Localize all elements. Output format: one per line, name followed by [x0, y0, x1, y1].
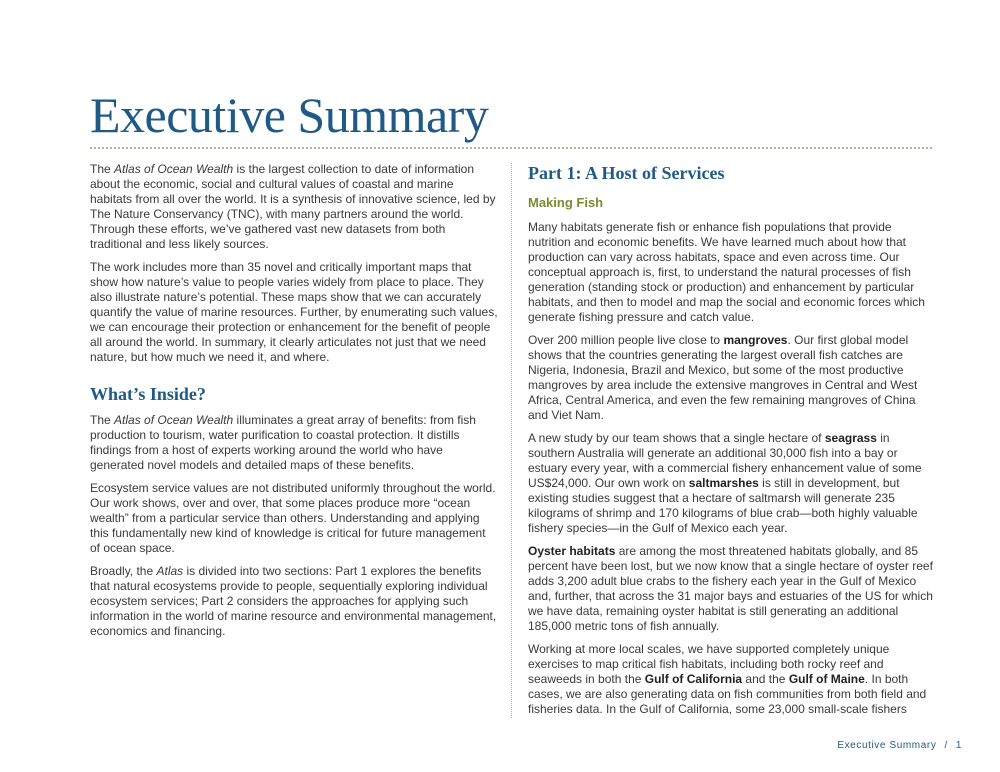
inside-paragraph-1: The Atlas of Ocean Wealth illuminates a great array of benefits: from fish production to tourism, water purification to coastal protection. It distills findings from a host of experts working around the world who have generated novel models and detailed maps of these benefits.	[90, 413, 476, 472]
local-scales-paragraph: Working at more local scales, we have supported completely unique exercises to map critical fish habitats, including both rocky reef and seaweeds in both the Gulf of California and the Gulf of Maine. In both cases, we are also generating data on fish communities from both field and fisheries data. In the Gulf of California, some 23,000 small-scale fishers	[528, 642, 927, 716]
seagrass-paragraph: A new study by our team shows that a single hectare of seagrass in southern Australia will generate an additional 30,000 fish into a bay or estuary every year, with a commercial fishery enhancement value of some US$24,000. Our own work on saltmarshes is still in development, but existing studies suggest that a hectare of saltmarsh will generate 235 kilograms of shrimp and 170 kilograms of blue crab—both highly valuable fishery species—in the Gulf of Mexico each year.	[528, 431, 922, 535]
making-fish-subheading: Making Fish	[528, 195, 604, 210]
title-divider	[90, 147, 932, 149]
page-footer	[837, 740, 962, 751]
page-title: Executive Summary	[90, 87, 489, 143]
inside-paragraph-3: Broadly, the Atlas is divided into two sections: Part 1 explores the benefits that natural ecosystems provide to people, sequentially exploring individual ecosystem services; Part 2 considers the approaches for applying such information in the world of marine resource and environmental management, economics and financing.	[90, 564, 497, 638]
intro-paragraph-2: The work includes more than 35 novel and critically important maps that show how nature’s value to people varies widely from place to place. They also illustrate nature’s potential. These maps show that we can accurately quantify the value of marine resources. Further, by enumerating such values, we can encourage their protection or enhancement for the benefit of people all around the world. In summary, it clearly articulates not just that we need nature, but how much we need it, and where.	[90, 260, 498, 364]
oyster-paragraph: Oyster habitats are among the most threatened habitats globally, and 85 percent have been lost, but we now know that a single hectare of oyster reef adds 3,200 adult blue crabs to the fishery each year in the Gulf of Mexico and, further, that across the 31 major bays and estuaries of the US for which we have data, remaining oyster habitat is still generating an additional 185,000 metric tons of fish annually.	[528, 544, 933, 633]
right-column	[528, 162, 934, 725]
footer-separator: /	[944, 740, 948, 751]
footer-label: Executive Summary	[837, 740, 937, 751]
column-divider	[511, 163, 512, 718]
fish-paragraph-1: Many habitats generate fish or enhance fish populations that provide nutrition and economic benefits. We have learned much about how that production can vary across habitats, space and even across time. Our conceptual approach is, first, to understand the natural processes of fish generation (standing stock or production) and enhancement by particular habitats, and then to model and map the social and economic forces which generate fishing pressure and catch value.	[528, 220, 925, 324]
inside-paragraph-2: Ecosystem service values are not distributed uniformly throughout the world. Our work shows, over and over, that some places produce more “ocean wealth” from a particular service than others. Understanding and applying this fundamentally new kind of knowledge is critical for future management of ocean space.	[90, 481, 496, 555]
mangroves-paragraph: Over 200 million people live close to mangroves. Our first global model shows that the countries generating the largest overall fish catches are Nigeria, Indonesia, Brazil and Mexico, but some of the most productive mangroves by area include the extensive mangroves in Central and West Africa, Central America, and even the few remaining mangroves of China and Viet Nam.	[528, 333, 918, 422]
intro-paragraph-1: The Atlas of Ocean Wealth is the largest collection to date of information about the economic, social and cultural values of coastal and marine habitats from all over the world. It is a synthesis of innovative science, led by The Nature Conservancy (TNC), with many partners around the world. Through these efforts, we’ve gathered vast new datasets from both traditional and less likely sources.	[90, 162, 496, 251]
part-1-heading: Part 1: A Host of Services	[528, 163, 725, 183]
page-number: 1	[955, 740, 962, 751]
left-column	[90, 162, 498, 647]
whats-inside-heading: What’s Inside?	[90, 384, 206, 404]
